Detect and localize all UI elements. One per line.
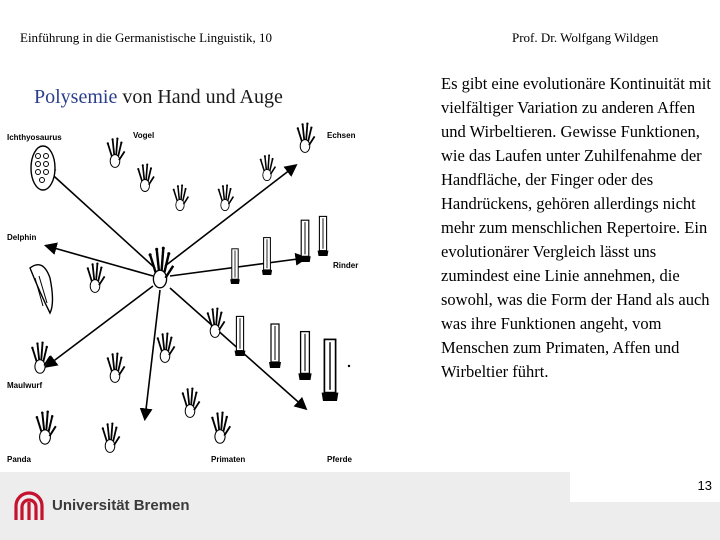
- panda-hand-icons: [36, 411, 120, 453]
- hand-evolution-figure: [5, 118, 371, 470]
- cattle-hoof-icons: [230, 216, 328, 284]
- dolphin-flipper-icon: [30, 265, 53, 313]
- label-panda: Panda: [7, 455, 32, 464]
- title-accent: Polysemie: [34, 86, 118, 108]
- university-logo-icon: [12, 490, 46, 524]
- university-name: Universität Bremen: [52, 497, 190, 514]
- evolution-arrows: [45, 166, 305, 418]
- header-course-title: Einführung in die Germanistische Linguistik, 10: [20, 30, 273, 45]
- title-rest: von Hand und Auge: [117, 86, 283, 108]
- page-number: 13: [697, 478, 712, 493]
- label-delphin: Delphin: [7, 233, 37, 242]
- label-echsen: Echsen: [327, 131, 356, 140]
- label-pferde: Pferde: [327, 455, 352, 464]
- ichthyosaurus-paddle-icon: [31, 146, 55, 190]
- lizard-hand-icons: [218, 122, 315, 210]
- intermediate-hand-icon: [87, 262, 105, 292]
- mole-hand-icons: [31, 342, 124, 383]
- label-rinder: Rinder: [333, 261, 359, 270]
- label-ichthyosaurus: Ichthyosaurus: [7, 133, 62, 142]
- primate-hand-icons: [157, 307, 231, 443]
- bird-wing-icons: [107, 137, 189, 210]
- label-vogel: Vogel: [133, 131, 155, 140]
- body-paragraph: Es gibt eine evolutionäre Kontinuität mit vielfältiger Variation zu anderen Affen und Wirbeltieren. Gewisse Funktionen, wie das Laufen unter Zuhilfenahme der Handfläche, der Finger oder des Handrückens, gehören allerdings nicht mehr zum menschlichen Repertoire. Ein evolutionärer Vergleich lässt uns zumindest eine Linie annehmen, die sowohl, was die Form der Hand als auch was ihre Funktionen angeht, vom Menschen zum Primaten, Affen und Wirbeltier führt.: [441, 74, 711, 381]
- central-hand-icon: [149, 247, 174, 288]
- slide-title: [34, 86, 283, 109]
- label-maulwurf: Maulwurf: [7, 381, 43, 390]
- header-author: Prof. Dr. Wolfgang Wildgen: [512, 30, 659, 45]
- label-primaten: Primaten: [211, 455, 246, 464]
